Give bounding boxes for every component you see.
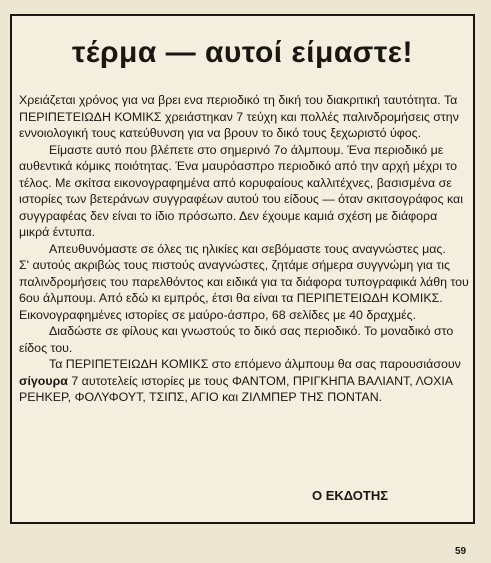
article-title: τέρμα — αυτοί είμαστε!	[72, 36, 413, 69]
next-issue-emphasis: σίγουρα	[19, 373, 68, 388]
page-number: 59	[455, 546, 467, 557]
paragraph-identity: Είμαστε αυτό που βλέπετε στο σημερινό 7ο άλμπουμ. Ένα περιοδικό με αυθεντικά κόμικς ποιότητας. Ένα μαυρόασπρο περιοδικό από την αρχή μέχρι το τέλος. Με σκίτσα εικονογραφημένα από κορυφαίους καλλιτέχνες, βασισμένα σε ιστορίες των βετεράνων συγγραφέων αυτού του είδους — όταν σκιτσογράφος και συγγραφέας δεν είναι το ίδιο πρόσωπο. Δεν έχουμε καμιά σχέση με διάφορα μικρά έντυπα.	[19, 142, 463, 239]
article-box	[10, 14, 475, 524]
paragraph-intro: Χρειάζεται χρόνος για να βρει ενα περιοδικό τη δική του διακριτική ταυτότητα. Τα ΠΕΡΙΠΕΤΕΙΩΔΗ ΚΟΜΙΚΣ χρειάστηκαν 7 τεύχη και πολλές παλινδρομήσεις στην εννοιολογική τους κατεύθυνση για να βρουν το δικό τους ξεχωριστό ύφος.	[19, 93, 459, 140]
paragraph-apology: Σ' αυτούς ακριβώς τους πιστούς αναγνώστες, ζητάμε σήμερα συγγνώμη για τις παλινδρομήσεις του παρελθόντος και ειδικά για τα διάφορα τυπογραφικά λάθη του 6ου άλμπουμ. Από εδώ κι εμπρός, έτσι θα είναι τα ΠΕΡΙΠΕΤΕΙΩΔΗ ΚΟΜΙΚΣ. Εικονογραφημένες ιστορίες σε μαύρο-άσπρο, 68 σελίδες με 40 δραχμές.	[19, 258, 469, 322]
paragraph-next-issue	[19, 356, 469, 406]
paragraph-share: Διαδώστε σε φίλους και γνωστούς το δικό σας περιοδικό. Το μοναδικό στο είδος του.	[19, 324, 454, 355]
article-body	[19, 92, 469, 406]
paragraph-audience: Απευθυνόμαστε σε όλες τις ηλικίες και σεβόμαστε τους αναγνώστες μας.	[49, 241, 446, 256]
publisher-signature: Ο ΕΚΔΟΤΗΣ	[312, 488, 389, 503]
next-issue-text-end: 7 αυτοτελείς ιστορίες με τους ΦΑΝΤΟΜ, ΠΡΙΓΚΗΠΑ ΒΑΛΙΑΝΤ, ΛΟΧΙΑ ΡΕΗΚΕΡ, ΦΟΛΥΦΟΥΤ, ΤΣΙΠΣ, ΑΓΙΟ και ΖΙΛΜΠΕΡ ΤΗΣ ΠΟΝΤΑΝ.	[19, 373, 453, 404]
next-issue-text-start: Τα ΠΕΡΙΠΕΤΕΙΩΔΗ ΚΟΜΙΚΣ στο επόμενο άλμπουμ θα σας παρουσιάσουν	[49, 357, 461, 371]
